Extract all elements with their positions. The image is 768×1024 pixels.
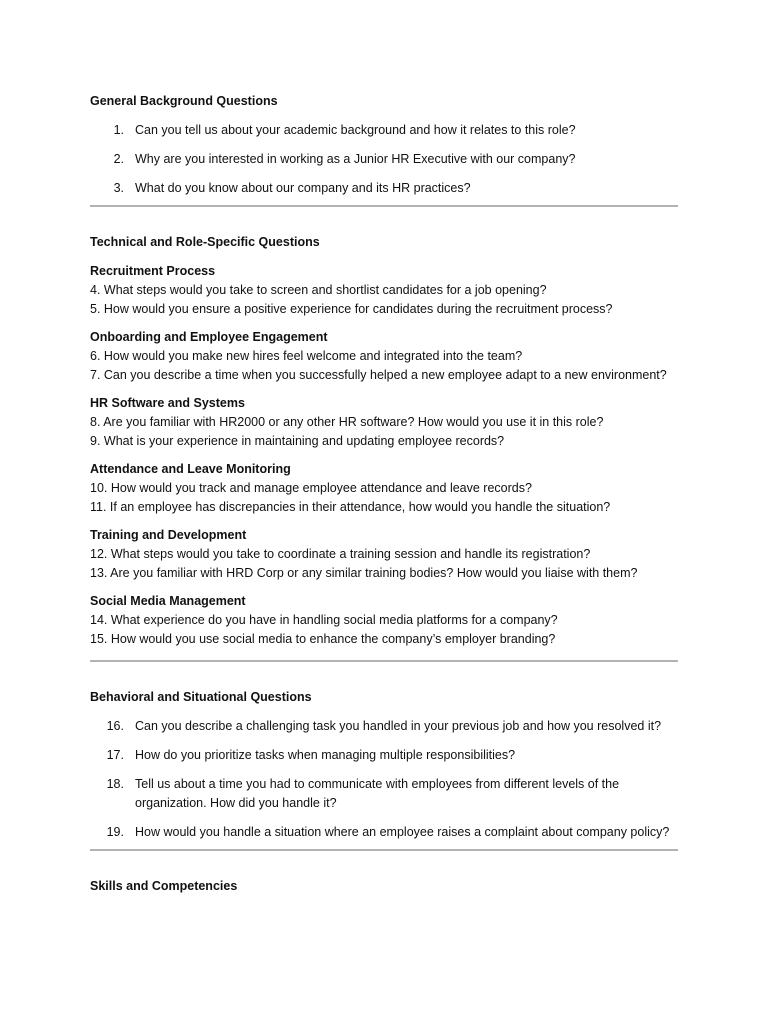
list-item-text: How do you prioritize tasks when managing multiple responsibilities?	[135, 748, 516, 762]
list-item-number: 16.	[106, 719, 124, 733]
section-technical	[90, 233, 678, 649]
list-item	[90, 746, 678, 765]
question-line: 5. How would you ensure a positive experience for candidates during the recruitment process?	[90, 302, 613, 316]
subsection-heading: Onboarding and Employee Engagement	[90, 330, 328, 344]
subsection-training	[90, 526, 678, 583]
list-item	[90, 179, 678, 198]
section-title-general: General Background Questions	[90, 94, 278, 108]
section-general	[90, 92, 678, 198]
section-title-behavioral: Behavioral and Situational Questions	[90, 690, 312, 704]
subsection-heading: Attendance and Leave Monitoring	[90, 462, 291, 476]
question-line: 9. What is your experience in maintaining and updating employee records?	[90, 434, 505, 448]
list-item-number: 18.	[106, 777, 124, 791]
list-item-text: What do you know about our company and its HR practices?	[135, 181, 471, 195]
list-item-number: 3.	[113, 181, 124, 195]
question-line: 4. What steps would you take to screen and shortlist candidates for a job opening?	[90, 283, 547, 297]
question-line: 11. If an employee has discrepancies in their attendance, how would you handle the situation?	[90, 500, 611, 514]
subsection-attendance	[90, 460, 678, 517]
list-item	[90, 717, 678, 736]
question-line: 12. What steps would you take to coordinate a training session and handle its registration?	[90, 547, 591, 561]
question-line: 8. Are you familiar with HR2000 or any other HR software? How would you use it in this role?	[90, 415, 604, 429]
list-item-text: Tell us about a time you had to communicate with employees from different levels of the organization. How did you handle it?	[135, 777, 620, 810]
section-skills	[90, 877, 678, 896]
behavioral-question-list	[90, 717, 678, 842]
subsection-heading: Training and Development	[90, 528, 247, 542]
list-item-text: Why are you interested in working as a Junior HR Executive with our company?	[135, 152, 576, 166]
list-item-number: 1.	[113, 123, 124, 137]
section-title-skills: Skills and Competencies	[90, 879, 238, 893]
list-item-text: Can you describe a challenging task you handled in your previous job and how you resolved it?	[135, 719, 662, 733]
subsection-heading: Social Media Management	[90, 594, 246, 608]
question-line: 15. How would you use social media to enhance the company’s employer branding?	[90, 632, 556, 646]
list-item-text: Can you tell us about your academic background and how it relates to this role?	[135, 123, 576, 137]
question-line: 7. Can you describe a time when you successfully helped a new employee adapt to a new environment?	[90, 368, 667, 382]
section-behavioral	[90, 688, 678, 842]
list-item-number: 19.	[106, 825, 124, 839]
subsection-social-media	[90, 592, 678, 649]
document-page	[90, 92, 678, 906]
subsection-heading: Recruitment Process	[90, 264, 216, 278]
subsection-hr-software	[90, 394, 678, 451]
subsection-heading: HR Software and Systems	[90, 396, 245, 410]
list-item	[90, 150, 678, 169]
list-item	[90, 823, 678, 842]
list-item	[90, 775, 678, 813]
question-line: 10. How would you track and manage employee attendance and leave records?	[90, 481, 532, 495]
question-line: 14. What experience do you have in handling social media platforms for a company?	[90, 613, 558, 627]
list-item-number: 2.	[113, 152, 124, 166]
section-title-technical: Technical and Role-Specific Questions	[90, 235, 320, 249]
list-item-text: How would you handle a situation where an employee raises a complaint about company policy?	[135, 825, 670, 839]
question-line: 6. How would you make new hires feel welcome and integrated into the team?	[90, 349, 523, 363]
list-item	[90, 121, 678, 140]
subsection-recruitment	[90, 262, 678, 319]
question-line: 13. Are you familiar with HRD Corp or any similar training bodies? How would you liaise with them?	[90, 566, 638, 580]
subsection-onboarding	[90, 328, 678, 385]
general-question-list	[90, 121, 678, 198]
list-item-number: 17.	[106, 748, 124, 762]
